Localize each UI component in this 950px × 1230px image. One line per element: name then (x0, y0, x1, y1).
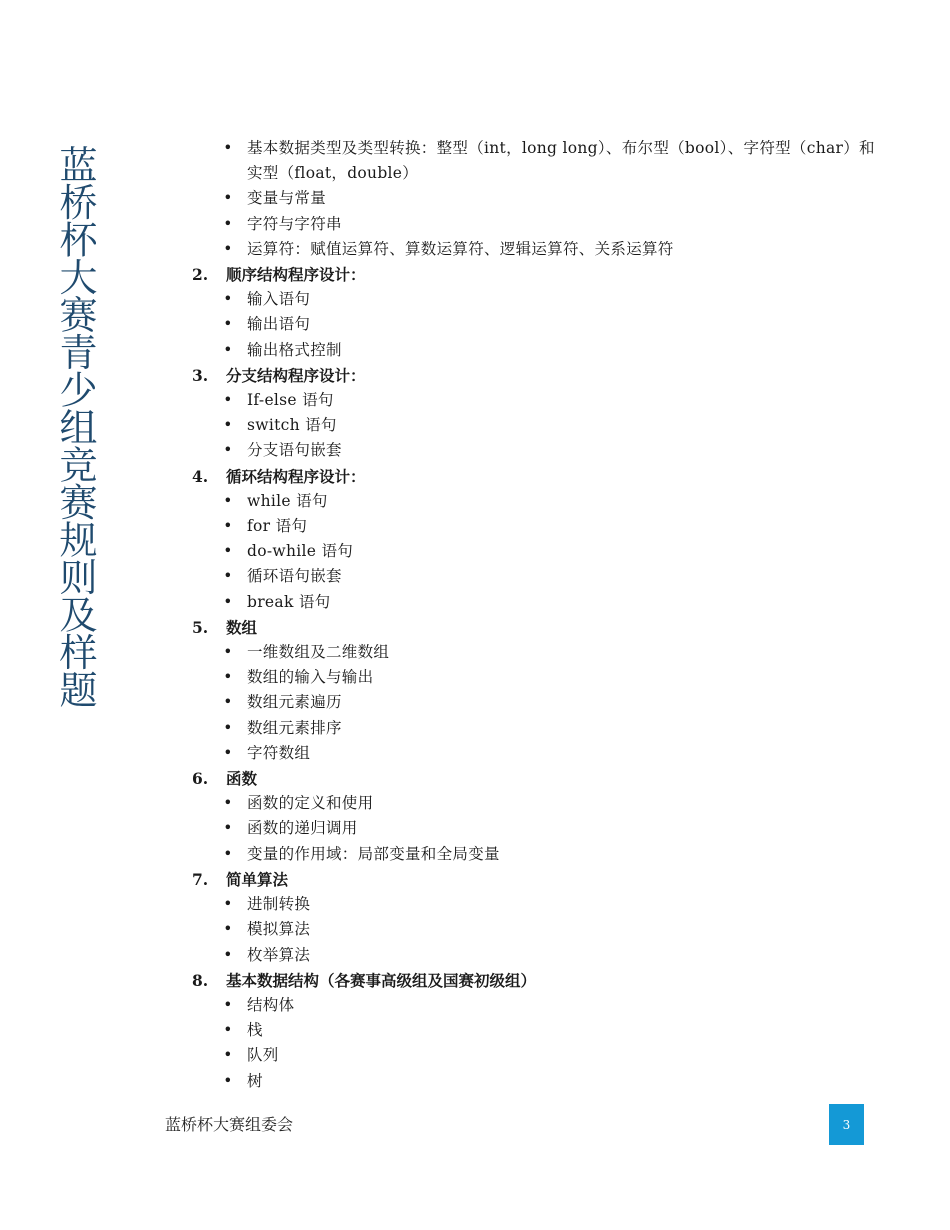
bullet-icon: • (223, 920, 233, 939)
section-heading (188, 464, 878, 489)
footer-organizer: 蓝桥杯大赛组委会 (165, 1115, 294, 1134)
section-heading (188, 363, 878, 388)
list-item-text: 字符与字符串 (247, 214, 342, 233)
bullet-icon: • (223, 945, 233, 964)
bullet-icon: • (223, 542, 233, 561)
section-title: 数组 (226, 617, 258, 637)
list-item-text: while 语句 (247, 491, 328, 510)
list-item (188, 917, 878, 942)
bullet-icon: • (223, 668, 233, 687)
list-item (188, 413, 878, 438)
list-item (188, 514, 878, 539)
list-item-text: 栈 (247, 1021, 263, 1040)
list-item-text: 字符数组 (247, 743, 311, 762)
list-item (188, 716, 878, 741)
list-item-text: 函数的递归调用 (247, 819, 358, 838)
list-item (188, 1043, 878, 1068)
section-number: 3. (192, 365, 209, 385)
list-item (188, 338, 878, 363)
list-item-text: 树 (247, 1071, 263, 1090)
section-heading (188, 615, 878, 640)
list-item (188, 564, 878, 589)
list-item (188, 741, 878, 766)
side-title: 蓝桥杯大赛青少组竞赛规则及样题 (53, 145, 97, 708)
list-item-text: 数组元素遍历 (247, 693, 342, 712)
list-item-text: 枚举算法 (247, 945, 311, 964)
list-item (188, 816, 878, 841)
list-item-text: 队列 (247, 1046, 279, 1065)
list-item-text: 数组的输入与输出 (247, 668, 374, 687)
list-item-text: 基本数据类型及类型转换：整型（int，long long）、布尔型（bool）、字符型（char）和实型（float，double） (247, 139, 875, 183)
section-number: 6. (192, 769, 209, 789)
section-number: 2. (192, 265, 209, 285)
section-title: 基本数据结构（各赛事高级组及国赛初级组） (226, 970, 537, 990)
bullet-icon: • (223, 391, 233, 410)
bullet-icon: • (223, 718, 233, 737)
bullet-icon: • (223, 1046, 233, 1065)
bullet-icon: • (223, 441, 233, 460)
list-item-text: 结构体 (247, 995, 295, 1014)
bullet-icon: • (223, 416, 233, 435)
list-item (188, 791, 878, 816)
outline-content (188, 136, 878, 1094)
list-item-text: 循环语句嵌套 (247, 567, 342, 586)
list-item-text: switch 语句 (247, 416, 337, 435)
bullet-icon: • (223, 139, 233, 157)
section-title: 简单算法 (226, 869, 289, 889)
section-heading (188, 968, 878, 993)
section-heading (188, 766, 878, 791)
section-title: 函数 (226, 769, 258, 789)
list-item (188, 842, 878, 867)
bullet-icon: • (223, 340, 233, 359)
bullet-icon: • (223, 239, 233, 258)
bullet-icon: • (223, 315, 233, 334)
section-number: 8. (192, 970, 209, 990)
list-item (188, 1069, 878, 1094)
bullet-icon: • (223, 794, 233, 813)
list-item-text: break 语句 (247, 592, 331, 611)
list-item (188, 943, 878, 968)
list-item (188, 287, 878, 312)
list-item-text: for 语句 (247, 517, 308, 536)
list-item-text: 函数的定义和使用 (247, 794, 374, 813)
page-number-badge: 3 (829, 1104, 864, 1145)
list-item-text: 输出格式控制 (247, 340, 342, 359)
bullet-icon: • (223, 189, 233, 208)
list-item (188, 539, 878, 564)
list-item (188, 665, 878, 690)
bullet-icon: • (223, 819, 233, 838)
list-item-text: If-else 语句 (247, 391, 334, 410)
list-item-text: 输入语句 (247, 290, 311, 309)
list-item (188, 1018, 878, 1043)
bullet-icon: • (223, 844, 233, 863)
list-item (188, 237, 878, 262)
section-title: 循环结构程序设计： (226, 466, 366, 486)
list-item (188, 640, 878, 665)
section-number: 7. (192, 869, 209, 889)
section-title: 分支结构程序设计： (226, 365, 366, 385)
list-item (188, 212, 878, 237)
section-title: 顺序结构程序设计： (226, 265, 366, 285)
bullet-icon: • (223, 743, 233, 762)
section-heading (188, 262, 878, 287)
list-item-text: 数组元素排序 (247, 718, 342, 737)
list-item-text: 进制转换 (247, 895, 311, 914)
list-item-text: 运算符：赋值运算符、算数运算符、逻辑运算符、关系运算符 (247, 239, 674, 258)
bullet-icon: • (223, 1071, 233, 1090)
section-number: 5. (192, 617, 209, 637)
list-item-text: 一维数组及二维数组 (247, 643, 390, 662)
list-item-text: do-while 语句 (247, 542, 354, 561)
bullet-icon: • (223, 1021, 233, 1040)
list-item-text: 变量与常量 (247, 189, 327, 208)
bullet-icon: • (223, 895, 233, 914)
list-item (188, 590, 878, 615)
list-item-text: 变量的作用域：局部变量和全局变量 (247, 844, 500, 863)
list-item (188, 489, 878, 514)
bullet-icon: • (223, 592, 233, 611)
bullet-icon: • (223, 290, 233, 309)
bullet-icon: • (223, 567, 233, 586)
bullet-icon: • (223, 693, 233, 712)
bullet-icon: • (223, 517, 233, 536)
bullet-icon: • (223, 214, 233, 233)
section-heading (188, 867, 878, 892)
list-item (188, 438, 878, 463)
list-item (188, 388, 878, 413)
list-item (188, 186, 878, 211)
list-item-text: 模拟算法 (247, 920, 311, 939)
section-number: 4. (192, 466, 209, 486)
bullet-icon: • (223, 995, 233, 1014)
list-item (188, 993, 878, 1018)
list-item (188, 690, 878, 715)
bullet-icon: • (223, 643, 233, 662)
list-item (188, 136, 878, 186)
bullet-icon: • (223, 491, 233, 510)
list-item-text: 输出语句 (247, 315, 311, 334)
list-item (188, 312, 878, 337)
list-item-text: 分支语句嵌套 (247, 441, 342, 460)
list-item (188, 892, 878, 917)
